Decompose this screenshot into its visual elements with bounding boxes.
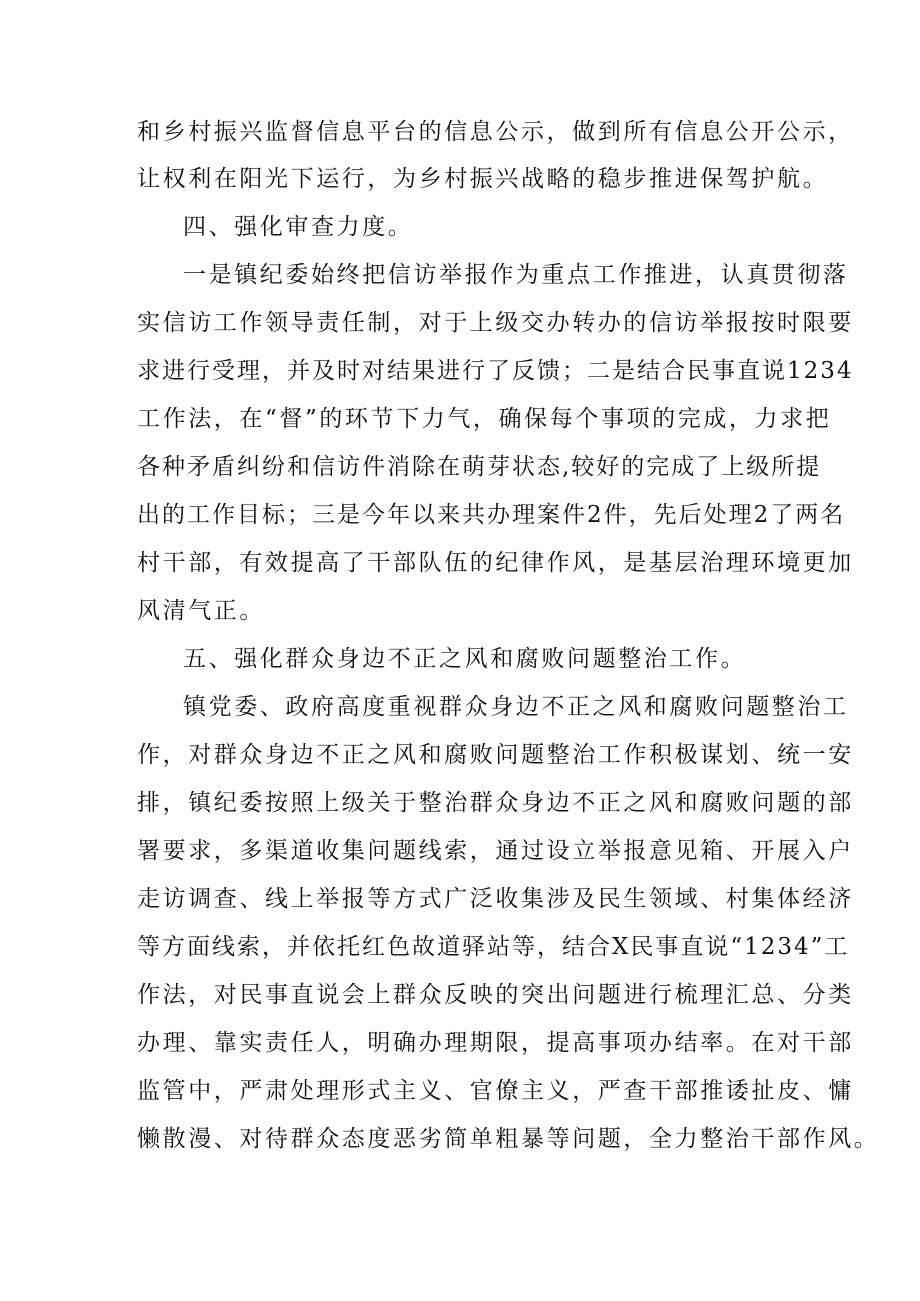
text-line: 懒散漫、对待群众态度恶劣简单粗暴等问题，全力整治干部作风。 — [137, 1126, 880, 1152]
text-line: 作法，对民事直说会上群众反映的突出问题进行梳理汇总、分类 — [137, 982, 854, 1008]
text-line: 求进行受理，并及时对结果进行了反馈；二是结合民事直说1234 — [137, 358, 854, 384]
text-line: 办理、靠实责任人，明确办理期限，提高事项办结率。在对干部 — [137, 1030, 854, 1056]
text-line: 工作法，在“督”的环节下力气，确保每个事项的完成，力求把 — [137, 406, 832, 432]
text-line: 和乡村振兴监督信息平台的信息公示，做到所有信息公开公示， — [137, 119, 854, 145]
text-line: 等方面线索，并依托红色故道驿站等，结合X民事直说“1234”工 — [137, 934, 850, 960]
text-line: 各种矛盾纠纷和信访件消除在萌芽状态,较好的完成了上级所提 — [137, 454, 822, 480]
text-line: 镇党委、政府高度重视群众身边不正之风和腐败问题整治工 — [183, 694, 849, 720]
text-line: 实信访工作领导责任制，对于上级交办转办的信访举报按时限要 — [137, 310, 854, 336]
text-line: 村干部，有效提高了干部队伍的纪律作风，是基层治理环境更加 — [137, 550, 854, 576]
section-heading-5: 五、强化群众身边不正之风和腐败问题整治工作。 — [183, 646, 747, 672]
text-line: 排，镇纪委按照上级关于整治群众身边不正之风和腐败问题的部 — [137, 790, 854, 816]
text-line: 作，对群众身边不正之风和腐败问题整治工作积极谋划、统一安 — [137, 742, 854, 768]
text-line: 走访调查、线上举报等方式广泛收集涉及民生领域、村集体经济 — [137, 886, 854, 912]
text-line: 一是镇纪委始终把信访举报作为重点工作推进，认真贯彻落 — [183, 262, 849, 288]
text-line: 署要求，多渠道收集问题线索，通过设立举报意见箱、开展入户 — [137, 838, 854, 864]
text-line: 出的工作目标；三是今年以来共办理案件2件，先后处理2了两名 — [137, 502, 846, 528]
text-line: 让权利在阳光下运行，为乡村振兴战略的稳步推进保驾护航。 — [137, 166, 829, 192]
section-heading-4: 四、强化审查力度。 — [183, 214, 414, 240]
text-line: 监管中，严肃处理形式主义、官僚主义，严查干部推诿扯皮、慵 — [137, 1078, 854, 1104]
text-line: 风清气正。 — [137, 598, 265, 624]
